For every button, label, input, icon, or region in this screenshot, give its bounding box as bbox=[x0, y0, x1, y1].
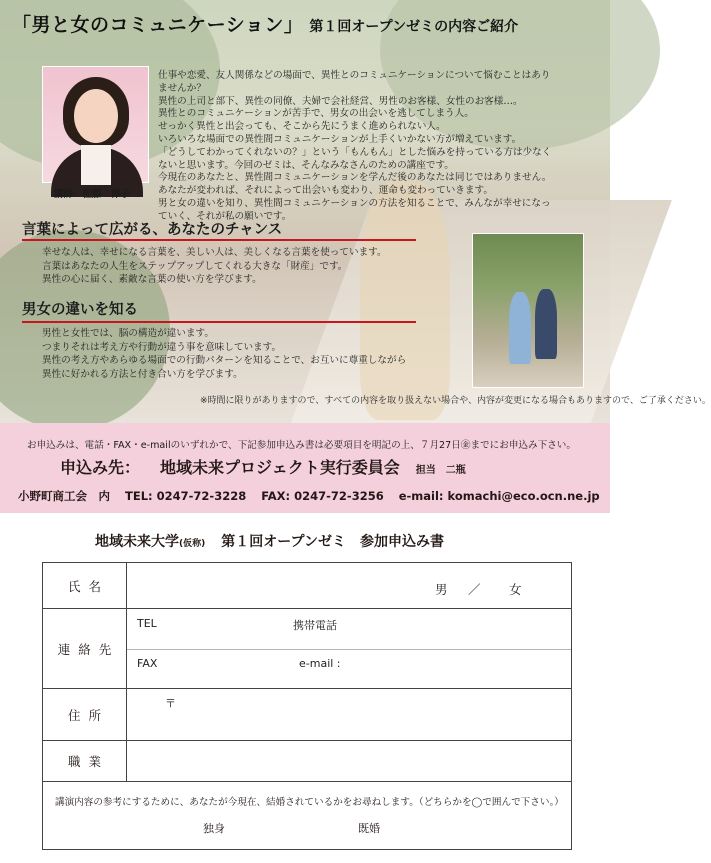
section2-line: 男性と女性では、脳の構造が違います。 bbox=[42, 328, 214, 339]
section2-line: つまりそれは考え方や行動が違う事を意味しています。 bbox=[42, 341, 282, 353]
occupation-field[interactable] bbox=[129, 743, 569, 779]
contact-line bbox=[18, 488, 611, 504]
form-row-marital bbox=[43, 782, 571, 850]
intro-line: せっかく異性と出会っても、そこから先にうまく進められない人。 bbox=[158, 121, 446, 133]
section1-heading: 言葉によって広がる、あなたのチャンス bbox=[22, 222, 283, 238]
gender-separator: ／ bbox=[468, 582, 481, 597]
intro-line: 今現在のあなたと、異性間コミュニケーションを学んだ後のあなたは同じではありません。 bbox=[158, 172, 552, 184]
mobile-field-label[interactable]: 携帯電話 bbox=[293, 619, 337, 632]
section2-line: 異性の考え方やあらゆる場面での行動パターンを知ることで、お互いに尊重しながら bbox=[42, 355, 407, 367]
form-row-name bbox=[43, 563, 571, 609]
lecturer-caption: 講師：佐藤 律子 bbox=[54, 189, 131, 200]
form-title-rest: 第１回オープンゼミ 参加申込み書 bbox=[221, 534, 444, 550]
gender-male-option[interactable]: 男 bbox=[435, 582, 448, 597]
intro-line: ないと思います。今回のゼミは、そんなみなさんのための講座です。 bbox=[158, 159, 454, 171]
intro-line: ませんか？ bbox=[158, 82, 206, 94]
application-label: 申込み先： bbox=[60, 458, 141, 477]
photo-figure-woman bbox=[509, 292, 531, 364]
intro-line: あなたが変われば、それによって出会いも変わり、運命も変わっていきます。 bbox=[158, 185, 493, 197]
footnote: ※時間に限りがありますので、すべての内容を取り扱えない場合や、内容が変更になる場合もありますので、ご了承ください。 bbox=[200, 396, 711, 406]
section1-line: 幸せな人は、幸せになる言葉を、美しい人は、美しくなる言葉を使っています。 bbox=[42, 247, 387, 258]
email-field-label[interactable]: e-mail : bbox=[299, 657, 341, 670]
section1-body bbox=[42, 246, 387, 287]
married-option[interactable]: 既婚 bbox=[358, 822, 380, 835]
person-in-charge: 担当 二瓶 bbox=[415, 465, 466, 476]
contact-fax: FAX: 0247-72-3256 bbox=[261, 489, 384, 503]
title-sub: 第１回オープンゼミの内容ご紹介 bbox=[309, 19, 519, 35]
lecturer-portrait bbox=[42, 66, 149, 183]
form-title-university: 地域未来大学 bbox=[95, 534, 179, 550]
fax-field-label[interactable]: FAX bbox=[137, 657, 158, 670]
section1-underline bbox=[22, 239, 416, 241]
intro-line: 男と女の違いを知り、異性間コミュニケーションの方法を知ることで、みんなが幸せになっ bbox=[158, 197, 551, 209]
intro-line: いろいろな場面での異性間コミュニケーションが上手くいかない方が増えています。 bbox=[158, 133, 522, 145]
form-row-address bbox=[43, 689, 571, 741]
occupation-label: 職業 bbox=[43, 741, 127, 781]
couple-photo bbox=[472, 233, 584, 388]
form-row-contact bbox=[43, 609, 571, 689]
contact-label: 連絡先 bbox=[43, 609, 127, 688]
section1-line: 言葉はあなたの人生をステップアップしてくれる大きな「財産」です。 bbox=[42, 260, 348, 272]
organizer-line bbox=[60, 455, 466, 478]
organizer-name: 地域未来プロジェクト実行委員会 bbox=[160, 458, 400, 477]
marital-question: 講演内容の参考にするために、あなたが今現在、結婚されているかをお尋ねします。（どちらかを◯で囲んで下さい。） bbox=[55, 797, 564, 808]
section1-line: 異性の心に届く、素敵な言葉の使い方を学びます。 bbox=[42, 274, 262, 286]
contact-tel[interactable]: TEL: 0247-72-3228 bbox=[125, 489, 247, 503]
intro-line: 「どうしてわかってくれないの？」という「もんもん」とした悩みを持っている方は少なく bbox=[158, 146, 552, 158]
intro-line: ていく、それが私の願いです。 bbox=[158, 210, 292, 222]
intro-line: 異性とのコミュニケーションが苦手で、男女の出会いを逃してしまう人。 bbox=[158, 108, 474, 120]
form-title-tag: (仮称) bbox=[179, 539, 206, 549]
hero-photo-section bbox=[0, 0, 711, 423]
tel-field-label[interactable]: TEL bbox=[137, 617, 157, 630]
intro-text bbox=[158, 70, 598, 224]
intro-line: 異性の上司と部下、異性の同僚、夫婦で会社経営、男性のお客様、女性のお客様…。 bbox=[158, 95, 523, 107]
section2-heading: 男女の違いを知る bbox=[22, 302, 138, 318]
section2-underline bbox=[22, 321, 416, 323]
section2-body bbox=[42, 327, 406, 381]
address-label: 住所 bbox=[43, 689, 127, 740]
name-field[interactable] bbox=[129, 565, 429, 605]
page-title bbox=[12, 10, 518, 37]
single-option[interactable]: 独身 bbox=[203, 822, 225, 835]
form-title bbox=[95, 531, 444, 551]
application-note: お申込みは、電話・FAX・e-mailのいずれかで、下記参加申込み書は必要項目を明記の上、７月27日㊎までにお申込み下さい。 bbox=[27, 440, 576, 451]
postal-mark[interactable]: 〒 bbox=[165, 697, 176, 710]
title-main: 「男と女のコミュニケーション」 bbox=[12, 14, 304, 36]
contact-email[interactable]: e-mail: komachi@eco.ocn.ne.jp bbox=[398, 489, 600, 503]
section2-line: 異性に好かれる方法と付き合い方を学びます。 bbox=[42, 368, 243, 380]
application-form bbox=[42, 562, 572, 850]
gender-female-option[interactable]: 女 bbox=[509, 582, 522, 597]
office-name: 小野町商工会 内 bbox=[18, 489, 110, 503]
form-row-occupation bbox=[43, 741, 571, 782]
name-label: 氏名 bbox=[43, 563, 127, 608]
intro-line: 仕事や恋愛、友人関係などの場面で、異性とのコミュニケーションについて悩むことはあり bbox=[158, 70, 551, 81]
contact-divider bbox=[127, 649, 571, 650]
photo-figure-man bbox=[535, 289, 557, 359]
